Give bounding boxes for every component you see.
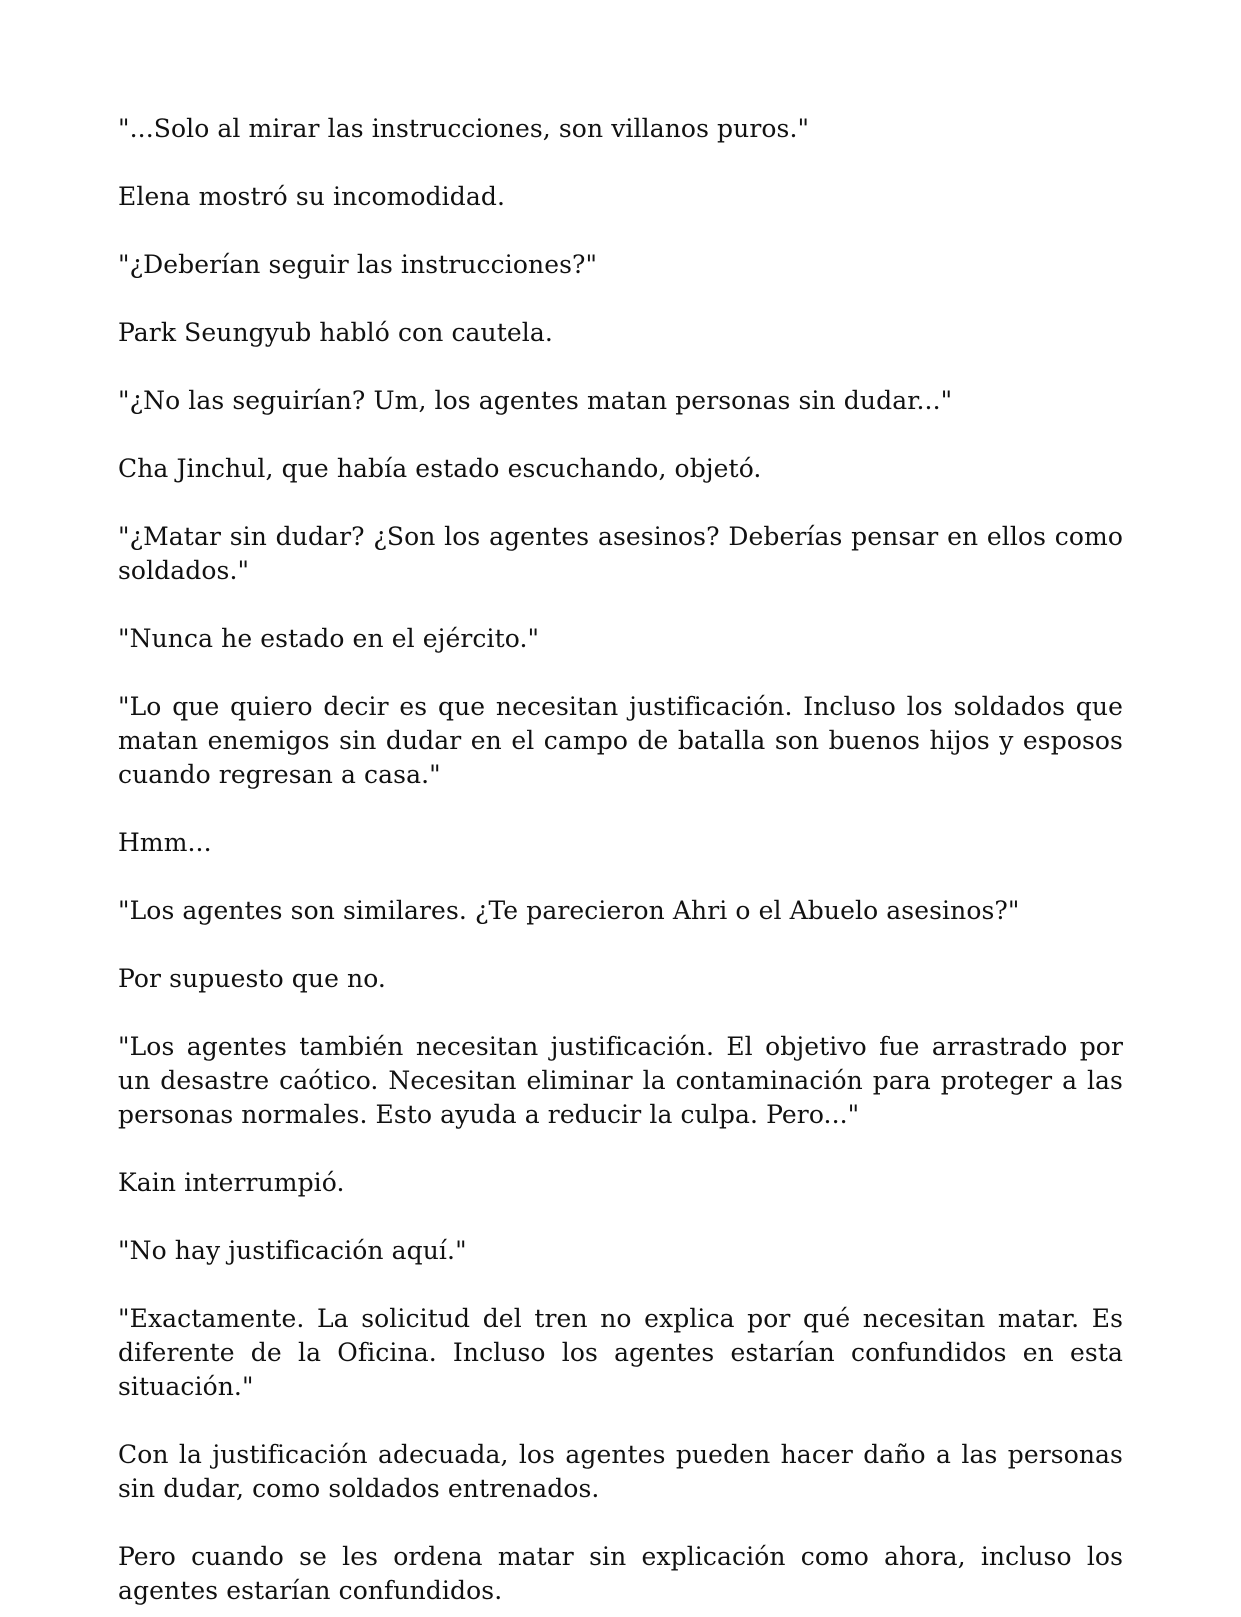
paragraph-6: Cha Jinchul, que había estado escuchando, objetó. [118, 454, 762, 483]
document-page [118, 112, 1123, 1608]
paragraph-5: "¿No las seguirían? Um, los agentes matan personas sin dudar..." [118, 386, 953, 415]
paragraph-9: "Lo que quiero decir es que necesitan justificación. Incluso los soldados que matan enemigos sin dudar en el campo de batalla son buenos hijos y esposos cuando regresan a casa." [118, 692, 1123, 789]
paragraph-15: "No hay justificación aquí." [118, 1236, 467, 1265]
paragraph-2: Elena mostró su incomodidad. [118, 182, 506, 211]
paragraph-1: "...Solo al mirar las instrucciones, son villanos puros." [118, 114, 810, 143]
paragraph-16: "Exactamente. La solicitud del tren no explica por qué necesitan matar. Es diferente de la Oficina. Incluso los agentes estarían confundidos en esta situación." [118, 1304, 1123, 1401]
paragraph-11: "Los agentes son similares. ¿Te parecieron Ahri o el Abuelo asesinos?" [118, 896, 1020, 925]
paragraph-7: "¿Matar sin dudar? ¿Son los agentes asesinos? Deberías pensar en ellos como soldados." [118, 522, 1123, 585]
paragraph-3: "¿Deberían seguir las instrucciones?" [118, 250, 598, 279]
paragraph-17: Con la justificación adecuada, los agentes pueden hacer daño a las personas sin dudar, como soldados entrenados. [118, 1440, 1123, 1503]
paragraph-13: "Los agentes también necesitan justificación. El objetivo fue arrastrado por un desastre caótico. Necesitan eliminar la contaminación para proteger a las personas normales. Esto ayuda a reducir la culpa. Pero..." [118, 1032, 1123, 1129]
paragraph-12: Por supuesto que no. [118, 964, 386, 993]
paragraph-4: Park Seungyub habló con cautela. [118, 318, 553, 347]
paragraph-8: "Nunca he estado en el ejército." [118, 624, 540, 653]
paragraph-14: Kain interrumpió. [118, 1168, 345, 1197]
paragraph-18: Pero cuando se les ordena matar sin explicación como ahora, incluso los agentes estarían confundidos. [118, 1542, 1123, 1605]
paragraph-10: Hmm... [118, 828, 212, 857]
